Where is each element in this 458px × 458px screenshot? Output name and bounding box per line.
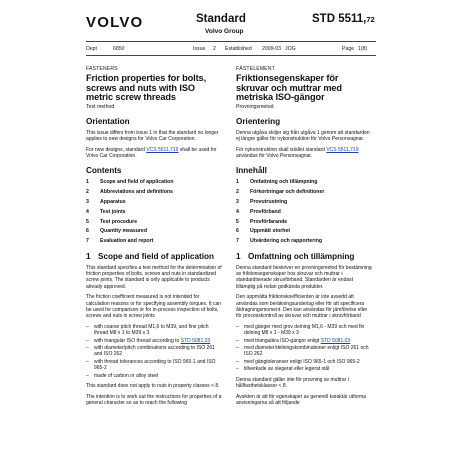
toc-label: Förkortningar och definitioner [250, 189, 325, 196]
orientation-paragraph-2 [86, 147, 222, 160]
list-item-text: med diameter/delningskombinationer enligt ISO 261 och ISO 262 [244, 345, 369, 358]
meta-page-label: Page [342, 46, 355, 52]
meta-established-value: 2009-03 [262, 46, 282, 52]
text-span: användas för Volvo Personvagnar. [236, 153, 313, 159]
section-title: Omfattning och tillämpning [248, 251, 355, 261]
toc-item[interactable] [86, 209, 222, 215]
document-title [236, 74, 372, 103]
std-5081-link[interactable]: STD 5081,03 [320, 337, 351, 344]
dash-icon: – [236, 358, 239, 365]
meta-issue-label: Issue [193, 46, 206, 52]
list-item-text: with coarse pitch thread M1,6 to M39, and fine pitch thread M8 x 1 to M39 x 3 [94, 323, 209, 337]
toc-label: Uppmätt storhet [250, 228, 291, 235]
toc-label: Scope and field of application [100, 179, 174, 186]
dash-icon: – [86, 337, 89, 344]
toc-item[interactable] [236, 199, 372, 205]
header-rule-top [86, 41, 376, 42]
dash-icon: – [236, 337, 239, 344]
meta-page-value: 1(8) [358, 46, 368, 52]
section-number: 1 [86, 251, 91, 261]
dash-icon: – [236, 345, 239, 352]
text-span: For new designs, standard [86, 146, 147, 153]
toc-number: 3 [86, 199, 89, 205]
toc-label: Test procedure [100, 218, 138, 225]
orientation-paragraph: Denna utgåva skiljer sig från utgåva 1 genom att standarden ej längre gäller för nykonstruktion för Volvo Personvagnar. [236, 129, 370, 143]
list-item-text: with diameter/pitch combinations according to ISO 261 and ISO 262 [94, 345, 215, 358]
volvo-logo: VOLVO [86, 14, 144, 31]
toc-label: Quantity measured [100, 228, 147, 235]
meta-dept-label: Dept [86, 46, 97, 52]
orientation-paragraph-2 [236, 147, 372, 160]
std-5081-link[interactable]: STD 5081,03 [180, 337, 211, 344]
vcs-standard-link[interactable]: VCS 5511,719 [326, 146, 359, 153]
list-item [236, 359, 372, 365]
category-label: FASTENERS [86, 66, 118, 72]
section-number: 1 [236, 251, 241, 261]
meta-established-label: Established [225, 46, 252, 52]
swedish-column [236, 66, 372, 410]
text-span: with triangular ISO thread according to [94, 337, 181, 344]
toc-number: 1 [86, 179, 89, 186]
table-of-contents [86, 179, 222, 244]
list-item [236, 345, 372, 358]
toc-label: Test joints [100, 208, 126, 215]
dash-icon: – [86, 345, 89, 352]
toc-item[interactable] [236, 219, 372, 225]
list-item [86, 373, 222, 379]
toc-item[interactable] [86, 189, 222, 195]
scope-bullet-list [86, 324, 222, 379]
toc-item[interactable] [236, 238, 372, 244]
title-line: skruvar och muttrar med [236, 82, 342, 93]
standard-revision: 72 [366, 15, 375, 24]
list-item-text: with thread tolerances according to ISO 965-1 and ISO 965-2 [94, 358, 216, 372]
document-type: Standard [196, 13, 246, 25]
scope-paragraph: Den uppmätta friktionskoefficienten är inte avsedd att användas som beräkningsunderlag eller för att specificera åtdragningsmoment. Den kan användas för jämförelse eller för processkontroll av skruvar och muttrar i skruvförband [236, 294, 368, 320]
list-item-text [244, 338, 350, 344]
list-item [86, 345, 222, 358]
scope-paragraph: Denna standard gäller inte för provning av muttrar i hållfasthetsklasser < 8. [236, 376, 349, 390]
toc-item[interactable] [86, 219, 222, 225]
toc-number: 7 [86, 238, 89, 245]
list-item [236, 366, 372, 372]
organization: Volvo Group [205, 28, 244, 35]
title-line: Friktionsegenskaper för [236, 73, 339, 83]
toc-number: 6 [86, 228, 89, 235]
list-item [236, 338, 372, 344]
toc-item[interactable] [86, 199, 222, 205]
contents-heading: Innehåll [236, 166, 267, 176]
toc-number: 2 [86, 189, 89, 196]
list-item-text [94, 338, 210, 344]
vcs-standard-link[interactable]: VCS 5511,719 [146, 146, 179, 153]
section-title: Scope and field of application [98, 251, 215, 261]
dash-icon: – [86, 358, 89, 365]
document-subtitle: Provningsmetod [236, 103, 274, 110]
title-line: screws and nuts with ISO [86, 82, 195, 93]
list-item-text: med gänger med grov delning M1,6 - M39 och med fin delning M8 x 1 - M39 x 3 [244, 323, 365, 337]
toc-number: 7 [236, 238, 239, 245]
list-item [86, 359, 222, 372]
toc-item[interactable] [236, 228, 372, 234]
scope-paragraph: Avsikten är att för egenskaper av generell karaktär utforma anvisningarna så att följande [236, 393, 366, 406]
scope-paragraph: This standard does not apply to nuts in property classes < 8. [86, 383, 220, 390]
toc-label: Provförfarande [250, 218, 288, 225]
meta-established-by: JOG [285, 46, 296, 52]
list-item-text: tillverkade av olegerat eller legerat stål [244, 366, 330, 373]
toc-number: 3 [236, 199, 239, 205]
header-rule-bottom [86, 55, 376, 56]
text-span: För nykonstruktion skall istället standard [236, 146, 327, 153]
toc-number: 5 [86, 218, 89, 225]
english-column [86, 66, 222, 410]
toc-item[interactable] [236, 179, 372, 185]
toc-number: 6 [236, 228, 239, 235]
orientation-heading: Orientering [236, 116, 281, 126]
contents-heading: Contents [86, 166, 122, 176]
table-of-contents [236, 179, 372, 244]
title-line: metriska ISO-gängor [236, 92, 325, 103]
toc-number: 5 [236, 218, 239, 225]
scope-heading [236, 252, 372, 261]
title-line: Friction properties for bolts, [86, 73, 207, 83]
toc-item[interactable] [86, 179, 222, 185]
toc-number: 2 [236, 189, 239, 196]
text-span: med triangulära ISO-gängor enligt [244, 337, 321, 344]
toc-label: Provförband [250, 208, 281, 215]
title-line: metric screw threads [86, 92, 176, 103]
list-item [236, 324, 372, 337]
dash-icon: – [236, 323, 239, 330]
dash-icon: – [86, 323, 89, 330]
toc-item[interactable] [236, 209, 372, 215]
toc-item[interactable] [236, 189, 372, 195]
toc-label: Omfattning och tillämpning [250, 179, 318, 186]
scope-paragraph: The friction coefficient measured is not intended for calculation reasons or for specifying assembly torques. It can be used for comparison or for in-process inspection of bolts, screws and nuts in screw joints [86, 294, 222, 320]
scope-bullet-list [236, 324, 372, 373]
toc-number: 4 [86, 208, 89, 215]
list-item-text: med gängtoleranser enligt ISO 965-1 och ISO 965-2 [244, 358, 360, 365]
list-item-text: made of carbon or alloy steel [94, 372, 159, 379]
toc-label: Apparatus [100, 199, 126, 205]
toc-label: Abbreviations and definitions [100, 189, 173, 196]
document-subtitle: Test method [86, 103, 115, 110]
toc-label: Evaluation and report [100, 238, 154, 245]
toc-label: Provutrustning [250, 199, 288, 205]
standard-number [312, 13, 375, 25]
toc-number: 1 [236, 179, 239, 186]
scope-heading [86, 252, 222, 261]
toc-item[interactable] [86, 228, 222, 234]
scope-paragraph: This standard specifies a test method for the determination of friction properties of bolts, screws and nuts in standardized screw joints. The standard is only applicable to products already approved. [86, 264, 222, 290]
orientation-heading: Orientation [86, 116, 130, 126]
meta-issue-value: 2 [213, 46, 216, 52]
dash-icon: – [86, 372, 89, 379]
toc-item[interactable] [86, 238, 222, 244]
toc-label: Utvärdering och rapportering [250, 238, 323, 245]
orientation-paragraph: This issue differs from issue 1 in that the standard no longer applies to new designs for Volvo Car Corporation. [86, 129, 219, 143]
category-label: FÄSTELEMENT [236, 66, 275, 72]
scope-paragraph: Denna standard beskriver en provningsmetod för bestämning av friktionsegenskaper hos skruvar och muttrar i standardiserade skruvförband. Standarden är endast tillämplig på redan godkända produkter. [236, 264, 372, 290]
dash-icon: – [236, 366, 239, 373]
list-item [86, 338, 222, 344]
list-item [86, 324, 222, 337]
standard-number-main: STD 5511, [312, 13, 367, 25]
document-title [86, 74, 222, 103]
toc-number: 4 [236, 208, 239, 215]
meta-dept-value: 6850 [113, 46, 125, 52]
text-span: shall be used for Volvo Car Corporation. [86, 146, 217, 159]
scope-paragraph: The intention is to work out the instructions for properties of a general character so as to reach the following [86, 393, 222, 406]
